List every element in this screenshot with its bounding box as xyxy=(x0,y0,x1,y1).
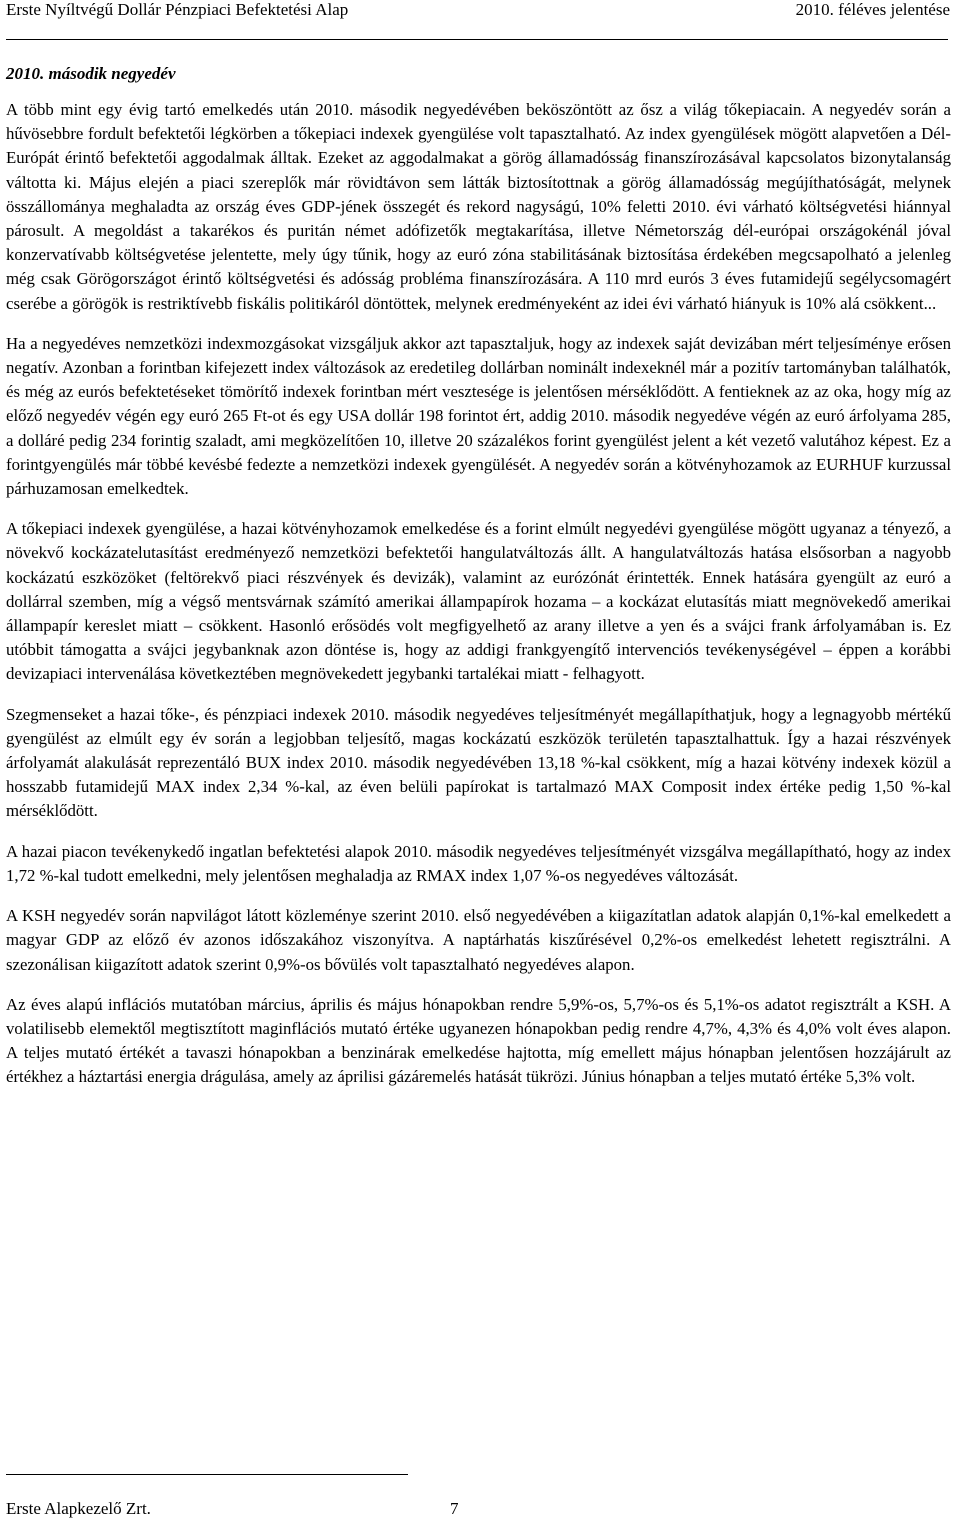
page-header xyxy=(6,0,950,24)
paragraph-real-estate-funds: A hazai piacon tevékenykedő ingatlan befektetési alapok 2010. második negyedéves teljesítményét vizsgálva megállapítható, hogy az index 1,72 %-kal tudott emelkedni, mely jelentősen meghaladja az RMAX index 1,07 %-os negyedéves változását. xyxy=(6,841,951,885)
paragraph-inflation: Az éves alapú inflációs mutatóban március, április és május hónapokban rendre 5,9%-os, 5,7%-os és 5,1%-os adatot regisztrált a KSH. A volatilisebb elemektől megtisztított maginflációs mutató értéke ugyanezen hónapokban pedig rendre 4,7%, 4,3% és 4,0% volt éves alapon. A teljes mutató értékét a tavaszi hónapokban a benzinárak emelkedése hajtotta, míg emellett május hónapban jelentősen hozzájárult az értékhez a háztartási energia drágulása, amely az áprilisi gázáremelés hatását tükrözi. Június hónapban a teljes mutató értéke 5,3% volt. xyxy=(6,994,951,1087)
paragraph-gdp: A KSH negyedév során napvilágot látott közleménye szerint 2010. első negyedévében a kiigazítatlan adatok alapján 0,1%-kal emelkedett a magyar GDP az előző év azonos időszakához viszonyítva. A naptárhatás kiszűrésével 0,2%-os emelkedést lehetett regisztrálni. A szezonálisan kiigazított adatok szerint 0,9%-os bővülés volt tapasztalható negyedéves alapon. xyxy=(6,906,951,974)
header-fund-name: Erste Nyíltvégű Dollár Pénzpiaci Befektetési Alap xyxy=(6,0,349,19)
paragraph-market-overview: A több mint egy évig tartó emelkedés után 2010. második negyedévében beköszöntött az ősz a világ tőkepiacain. A negyedév során a hűvösebbre fordult befektetői légkörben a tőkepiaci indexek gyengülése volt tapasztalható. Az index gyengülések mögött alapvetően a Dél-Európát érintő befektetői aggodalmak álltak. Ezeket az aggodalmakat a görög államadósság finanszírozásával kapcsolatos bizonytalanság váltotta ki. Május elején a piaci szereplők már rövidtávon sem látták biztosítottnak a görög államadósság megújíthatóságát, melynek összállománya meghaladta az ország éves GDP-jének összegét és rekord nagyságú, 10% feletti 2010. évi várható költségvetési hiánnyal párosult. A megoldást a takarékos és puritán német adófizetők megtakarítása, illetve Németország dél-európai országokénál jóval konzervatívabb költségvetése jelentette, mely úgy tűnik, hogy az euró zóna stabilitásának biztosítása érdekében megcsapolható a jelenleg még csak Görögországot érintő költségvetési és adósság probléma finanszírozására. A 110 mrd eurós 3 éves futamidejű segélycsomagért cserébe a görögök is restriktívebb fiskális politikáról döntöttek, melynek eredményeként az idei évi várható hiányuk is 10% alá csökkent... xyxy=(6,100,951,313)
paragraph-domestic-indices: Szegmenseket a hazai tőke-, és pénzpiaci indexek 2010. második negyedéves teljesítményét megállapíthatjuk, hogy a legnagyobb mértékű gyengülést az elmúlt egy év során a legjobban teljesítő, magas kockázatú eszközök területén tapasztalhattuk. Így a hazai részvények árfolyamát alakulását reprezentáló BUX index 2010. második negyedévében 13,18 %-kal csökkent, míg a hazai kötvény indexek közül a hosszabb futamidejű MAX index 2,34 %-kal, az éven belüli papírokat is tartalmazó MAX Composit index értéke pedig 1,50 %-kal mérséklődött. xyxy=(6,704,951,821)
page-number: 7 xyxy=(450,1499,459,1518)
header-divider xyxy=(6,39,948,40)
paragraph-index-currency: Ha a negyedéves nemzetközi indexmozgásokat vizsgáljuk akkor azt tapasztaljuk, hogy az indexek saját devizában mért teljesíménye erősen negatív. Azonban a forintban kifejezett index változások az eredetileg dollárban nominált indexeknél már a pozitív tartományban találhatók, és még az eurós befektetéseket tömörítő indexek forintban mért vesztesége is jelentősen mérséklődött. A fentieknek az az oka, hogy míg az előző negyedév végén egy euró 265 Ft-ot és egy USA dollár 198 forintot ért, addig 2010. második negyedéve végén az euró árfolyama 285, a dolláré pedig 234 forintig szaladt, ami megközelítően 10, illetve 20 százalékos forint gyengülést jelent a két vezető valutához képest. Ez a forintgyengülés már többé kevésbé fedezte a nemzetközi indexek gyengülését. A negyedév során a kötvényhozamok az EURHUF kurzussal párhuzamosan emelkedtek. xyxy=(6,333,951,499)
page-content xyxy=(6,62,951,1106)
header-report-title: 2010. féléves jelentése xyxy=(795,0,950,19)
paragraph-risk-sentiment: A tőkepiaci indexek gyengülése, a hazai kötvényhozamok emelkedése és a forint elmúlt negyedévi gyengülése mögött ugyanaz a tényező, a növekvő kockázatelutasítást eredményező nemzetközi befektetői hangulatváltozás állt. A hangulatváltozás hatása elsősorban a nagyobb kockázatú eszközöket (feltörekvő piaci részvények és devizák), valamint az eurózónát érintették. Ennek hatására gyengült az euró a dollárral szemben, míg a végső mentsvárnak számító amerikai állampapírok hozama – a kockázat elutasítás miatt megnövekedő amerikai állampapír kereslet miatt – csökkent. Hasonló erősödés volt megfigyelhető az arany illetve a yen és a svájci frank árfolyamában is. Ez utóbbit támogatta a svájci jegybanknak azon döntése is, hogy az addigi frankgyengítő intervenciós tevékenységével – éppen a korábbi devizapiaci intervenálása következtében megnövekedett jegybanki tartalékai miatt - felhagyott. xyxy=(6,519,951,684)
footer-company: Erste Alapkezelő Zrt. xyxy=(6,1499,151,1518)
section-title: 2010. második negyedév xyxy=(6,64,176,83)
footer-divider xyxy=(6,1474,408,1475)
